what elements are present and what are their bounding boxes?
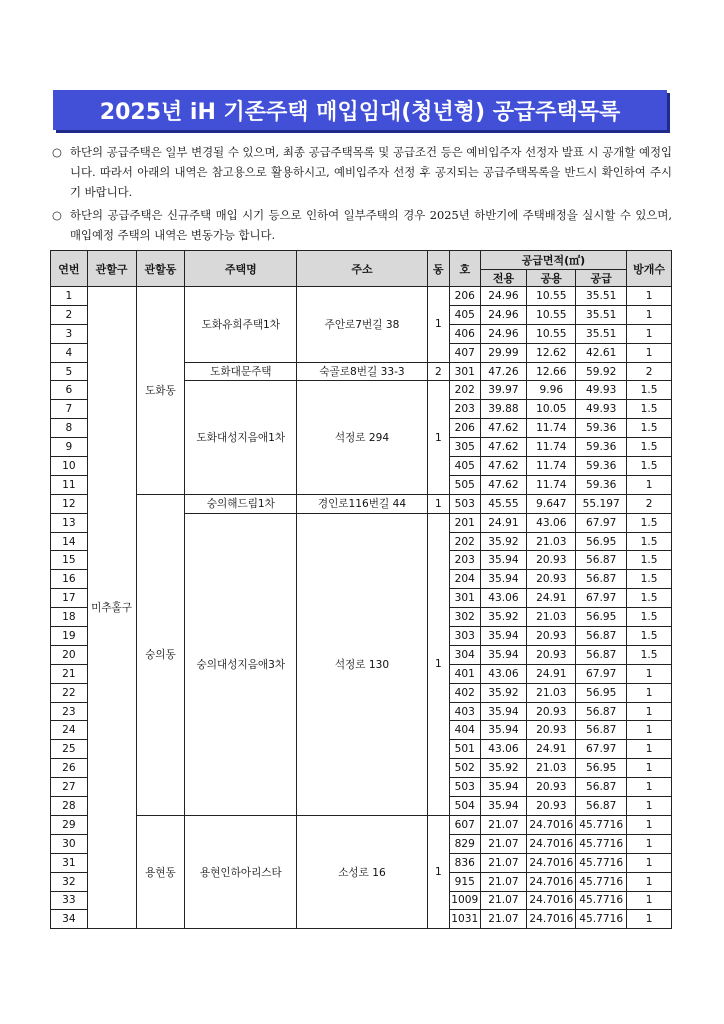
district-cell: 미추홀구 xyxy=(87,287,136,929)
rooms-cell: 1 xyxy=(627,702,672,721)
row-number: 15 xyxy=(51,551,88,570)
row-number: 22 xyxy=(51,683,88,702)
exclusive-area-cell: 35.94 xyxy=(480,721,527,740)
supply-area-cell: 56.87 xyxy=(576,551,627,570)
address-cell: 소성로 16 xyxy=(297,815,427,928)
building-cell: 1 xyxy=(427,287,449,363)
exclusive-area-cell: 35.94 xyxy=(480,551,527,570)
rooms-cell: 1 xyxy=(627,853,672,872)
house-name-cell: 도화유희주택1차 xyxy=(185,287,297,363)
unit-cell: 407 xyxy=(450,343,481,362)
exclusive-area-cell: 24.96 xyxy=(480,287,527,306)
header-dong-office: 관할동 xyxy=(136,251,185,287)
exclusive-area-cell: 24.96 xyxy=(480,324,527,343)
common-area-cell: 10.55 xyxy=(527,287,576,306)
supply-area-cell: 67.97 xyxy=(576,664,627,683)
row-number: 9 xyxy=(51,438,88,457)
rooms-cell: 1.5 xyxy=(627,627,672,646)
row-number: 20 xyxy=(51,645,88,664)
common-area-cell: 20.93 xyxy=(527,721,576,740)
unit-cell: 302 xyxy=(450,608,481,627)
exclusive-area-cell: 29.99 xyxy=(480,343,527,362)
rooms-cell: 1 xyxy=(627,815,672,834)
rooms-cell: 1.5 xyxy=(627,645,672,664)
header-district: 관할구 xyxy=(87,251,136,287)
building-cell: 1 xyxy=(427,381,449,494)
supply-area-cell: 59.36 xyxy=(576,457,627,476)
header-supply-area: 공급면적(㎡) xyxy=(480,251,627,270)
exclusive-area-cell: 21.07 xyxy=(480,872,527,891)
unit-cell: 607 xyxy=(450,815,481,834)
exclusive-area-cell: 21.07 xyxy=(480,834,527,853)
unit-cell: 204 xyxy=(450,570,481,589)
exclusive-area-cell: 24.91 xyxy=(480,513,527,532)
dong-office-cell: 용현동 xyxy=(136,815,185,928)
unit-cell: 206 xyxy=(450,419,481,438)
exclusive-area-cell: 39.88 xyxy=(480,400,527,419)
rooms-cell: 1 xyxy=(627,891,672,910)
page-title: 2025년 iH 기존주택 매입임대(청년형) 공급주택목록 xyxy=(99,99,621,125)
row-number: 27 xyxy=(51,778,88,797)
building-cell: 1 xyxy=(427,494,449,513)
unit-cell: 403 xyxy=(450,702,481,721)
supply-area-cell: 56.87 xyxy=(576,570,627,589)
row-number: 5 xyxy=(51,362,88,381)
exclusive-area-cell: 47.62 xyxy=(480,438,527,457)
rooms-cell: 1 xyxy=(627,872,672,891)
supply-area-cell: 35.51 xyxy=(576,324,627,343)
unit-cell: 305 xyxy=(450,438,481,457)
header-building: 동 xyxy=(427,251,449,287)
supply-area-cell: 56.95 xyxy=(576,759,627,778)
row-number: 13 xyxy=(51,513,88,532)
exclusive-area-cell: 43.06 xyxy=(480,740,527,759)
notice-item xyxy=(52,142,672,202)
exclusive-area-cell: 45.55 xyxy=(480,494,527,513)
table-body xyxy=(51,287,672,929)
rooms-cell: 1.5 xyxy=(627,551,672,570)
row-number: 11 xyxy=(51,475,88,494)
rooms-cell: 1 xyxy=(627,664,672,683)
common-area-cell: 20.93 xyxy=(527,702,576,721)
common-area-cell: 24.7016 xyxy=(527,872,576,891)
common-area-cell: 20.93 xyxy=(527,551,576,570)
row-number: 7 xyxy=(51,400,88,419)
rooms-cell: 1 xyxy=(627,287,672,306)
exclusive-area-cell: 47.26 xyxy=(480,362,527,381)
rooms-cell: 1 xyxy=(627,740,672,759)
rooms-cell: 1 xyxy=(627,834,672,853)
common-area-cell: 10.05 xyxy=(527,400,576,419)
unit-cell: 501 xyxy=(450,740,481,759)
common-area-cell: 10.55 xyxy=(527,305,576,324)
exclusive-area-cell: 43.06 xyxy=(480,589,527,608)
row-number: 30 xyxy=(51,834,88,853)
supply-area-cell: 56.87 xyxy=(576,702,627,721)
exclusive-area-cell: 35.94 xyxy=(480,778,527,797)
row-number: 21 xyxy=(51,664,88,683)
rooms-cell: 1.5 xyxy=(627,532,672,551)
row-number: 12 xyxy=(51,494,88,513)
rooms-cell: 2 xyxy=(627,494,672,513)
address-cell: 석정로 294 xyxy=(297,381,427,494)
row-number: 28 xyxy=(51,797,88,816)
row-number: 10 xyxy=(51,457,88,476)
common-area-cell: 21.03 xyxy=(527,683,576,702)
supply-area-cell: 45.7716 xyxy=(576,834,627,853)
house-name-cell: 숭의해드림1차 xyxy=(185,494,297,513)
table-row xyxy=(51,815,672,834)
unit-cell: 405 xyxy=(450,457,481,476)
supply-area-cell: 67.97 xyxy=(576,513,627,532)
common-area-cell: 12.62 xyxy=(527,343,576,362)
unit-cell: 401 xyxy=(450,664,481,683)
unit-cell: 303 xyxy=(450,627,481,646)
unit-cell: 301 xyxy=(450,362,481,381)
rooms-cell: 1.5 xyxy=(627,570,672,589)
exclusive-area-cell: 47.62 xyxy=(480,419,527,438)
rooms-cell: 1.5 xyxy=(627,589,672,608)
address-cell: 숙골로8번길 33-3 xyxy=(297,362,427,381)
common-area-cell: 9.96 xyxy=(527,381,576,400)
address-cell: 경인로116번길 44 xyxy=(297,494,427,513)
row-number: 16 xyxy=(51,570,88,589)
common-area-cell: 21.03 xyxy=(527,759,576,778)
unit-cell: 836 xyxy=(450,853,481,872)
rooms-cell: 1.5 xyxy=(627,381,672,400)
row-number: 6 xyxy=(51,381,88,400)
supply-area-cell: 42.61 xyxy=(576,343,627,362)
unit-cell: 202 xyxy=(450,532,481,551)
rooms-cell: 1 xyxy=(627,324,672,343)
exclusive-area-cell: 21.07 xyxy=(480,853,527,872)
supply-area-cell: 49.93 xyxy=(576,381,627,400)
supply-area-cell: 45.7716 xyxy=(576,815,627,834)
common-area-cell: 20.93 xyxy=(527,645,576,664)
rooms-cell: 1.5 xyxy=(627,400,672,419)
exclusive-area-cell: 35.94 xyxy=(480,797,527,816)
unit-cell: 402 xyxy=(450,683,481,702)
supply-area-cell: 59.36 xyxy=(576,475,627,494)
building-cell: 1 xyxy=(427,513,449,815)
row-number: 8 xyxy=(51,419,88,438)
unit-cell: 915 xyxy=(450,872,481,891)
row-number: 17 xyxy=(51,589,88,608)
unit-cell: 1031 xyxy=(450,910,481,929)
circle-bullet-icon: ○ xyxy=(52,145,62,159)
row-number: 29 xyxy=(51,815,88,834)
unit-cell: 503 xyxy=(450,778,481,797)
supply-area-cell: 56.95 xyxy=(576,608,627,627)
row-number: 33 xyxy=(51,891,88,910)
exclusive-area-cell: 39.97 xyxy=(480,381,527,400)
header-house-name: 주택명 xyxy=(185,251,297,287)
supply-area-cell: 55.197 xyxy=(576,494,627,513)
unit-cell: 404 xyxy=(450,721,481,740)
rooms-cell: 1 xyxy=(627,343,672,362)
header-exclusive-area: 전용 xyxy=(480,270,527,287)
house-name-cell: 도화대문주택 xyxy=(185,362,297,381)
notice-list xyxy=(52,142,672,248)
supply-area-cell: 35.51 xyxy=(576,287,627,306)
supply-area-cell: 49.93 xyxy=(576,400,627,419)
unit-cell: 503 xyxy=(450,494,481,513)
rooms-cell: 1.5 xyxy=(627,608,672,627)
supply-area-cell: 45.7716 xyxy=(576,853,627,872)
notice-item xyxy=(52,205,672,245)
address-cell: 석정로 130 xyxy=(297,513,427,815)
row-number: 19 xyxy=(51,627,88,646)
rooms-cell: 1 xyxy=(627,721,672,740)
rooms-cell: 1 xyxy=(627,305,672,324)
unit-cell: 206 xyxy=(450,287,481,306)
supply-area-cell: 56.87 xyxy=(576,627,627,646)
housing-list-table xyxy=(50,250,672,929)
row-number: 18 xyxy=(51,608,88,627)
supply-area-cell: 59.36 xyxy=(576,419,627,438)
common-area-cell: 20.93 xyxy=(527,797,576,816)
rooms-cell: 1 xyxy=(627,910,672,929)
supply-area-cell: 59.36 xyxy=(576,438,627,457)
rooms-cell: 1.5 xyxy=(627,513,672,532)
common-area-cell: 11.74 xyxy=(527,457,576,476)
rooms-cell: 1.5 xyxy=(627,419,672,438)
supply-area-cell: 67.97 xyxy=(576,589,627,608)
row-number: 25 xyxy=(51,740,88,759)
unit-cell: 203 xyxy=(450,400,481,419)
exclusive-area-cell: 35.94 xyxy=(480,570,527,589)
exclusive-area-cell: 35.94 xyxy=(480,645,527,664)
common-area-cell: 20.93 xyxy=(527,570,576,589)
house-name-cell: 숭의대성지음애3차 xyxy=(185,513,297,815)
exclusive-area-cell: 21.07 xyxy=(480,910,527,929)
unit-cell: 502 xyxy=(450,759,481,778)
exclusive-area-cell: 21.07 xyxy=(480,891,527,910)
header-supply-total: 공급 xyxy=(576,270,627,287)
exclusive-area-cell: 35.92 xyxy=(480,759,527,778)
house-name-cell: 도화대성지음애1차 xyxy=(185,381,297,494)
table-row xyxy=(51,494,672,513)
table-row xyxy=(51,287,672,306)
table-header-row xyxy=(51,251,672,270)
supply-area-cell: 59.92 xyxy=(576,362,627,381)
common-area-cell: 11.74 xyxy=(527,475,576,494)
common-area-cell: 10.55 xyxy=(527,324,576,343)
unit-cell: 1009 xyxy=(450,891,481,910)
common-area-cell: 9.647 xyxy=(527,494,576,513)
exclusive-area-cell: 47.62 xyxy=(480,457,527,476)
unit-cell: 504 xyxy=(450,797,481,816)
exclusive-area-cell: 24.96 xyxy=(480,305,527,324)
row-number: 26 xyxy=(51,759,88,778)
unit-cell: 201 xyxy=(450,513,481,532)
title-banner xyxy=(53,90,667,130)
notice-text: 하단의 공급주택은 일부 변경될 수 있으며, 최종 공급주택목록 및 공급조건 등은 예비입주자 선정자 발표 시 공개할 예정입니다. 따라서 아래의 내역은 참고용으로 활용하시고, 예비입주자 선정 후 공지되는 공급주택목록을 반드시 확인하여 주시기 바랍니다. xyxy=(70,145,672,199)
exclusive-area-cell: 43.06 xyxy=(480,664,527,683)
rooms-cell: 1.5 xyxy=(627,438,672,457)
row-number: 3 xyxy=(51,324,88,343)
unit-cell: 829 xyxy=(450,834,481,853)
supply-area-cell: 56.87 xyxy=(576,797,627,816)
exclusive-area-cell: 35.92 xyxy=(480,532,527,551)
house-name-cell: 용현인하아리스타 xyxy=(185,815,297,928)
row-number: 32 xyxy=(51,872,88,891)
rooms-cell: 1 xyxy=(627,759,672,778)
header-address: 주소 xyxy=(297,251,427,287)
unit-cell: 301 xyxy=(450,589,481,608)
row-number: 23 xyxy=(51,702,88,721)
rooms-cell: 1 xyxy=(627,683,672,702)
rooms-cell: 1 xyxy=(627,797,672,816)
rooms-cell: 1.5 xyxy=(627,457,672,476)
exclusive-area-cell: 35.92 xyxy=(480,683,527,702)
header-no: 연번 xyxy=(51,251,88,287)
supply-area-cell: 56.95 xyxy=(576,683,627,702)
row-number: 2 xyxy=(51,305,88,324)
header-common-area: 공용 xyxy=(527,270,576,287)
row-number: 1 xyxy=(51,287,88,306)
dong-office-cell: 도화동 xyxy=(136,287,185,495)
rooms-cell: 1 xyxy=(627,475,672,494)
common-area-cell: 21.03 xyxy=(527,532,576,551)
common-area-cell: 24.91 xyxy=(527,740,576,759)
header-rooms: 방개수 xyxy=(627,251,672,287)
common-area-cell: 24.7016 xyxy=(527,853,576,872)
row-number: 14 xyxy=(51,532,88,551)
address-cell: 주안로7번길 38 xyxy=(297,287,427,363)
building-cell: 1 xyxy=(427,815,449,928)
common-area-cell: 20.93 xyxy=(527,778,576,797)
supply-area-cell: 45.7716 xyxy=(576,872,627,891)
exclusive-area-cell: 35.92 xyxy=(480,608,527,627)
supply-area-cell: 67.97 xyxy=(576,740,627,759)
supply-area-cell: 56.87 xyxy=(576,645,627,664)
exclusive-area-cell: 35.94 xyxy=(480,702,527,721)
exclusive-area-cell: 35.94 xyxy=(480,627,527,646)
common-area-cell: 21.03 xyxy=(527,608,576,627)
unit-cell: 505 xyxy=(450,475,481,494)
common-area-cell: 12.66 xyxy=(527,362,576,381)
common-area-cell: 24.91 xyxy=(527,589,576,608)
supply-area-cell: 45.7716 xyxy=(576,891,627,910)
rooms-cell: 2 xyxy=(627,362,672,381)
supply-area-cell: 56.95 xyxy=(576,532,627,551)
unit-cell: 406 xyxy=(450,324,481,343)
unit-cell: 203 xyxy=(450,551,481,570)
row-number: 24 xyxy=(51,721,88,740)
common-area-cell: 11.74 xyxy=(527,419,576,438)
rooms-cell: 1 xyxy=(627,778,672,797)
common-area-cell: 24.7016 xyxy=(527,910,576,929)
exclusive-area-cell: 21.07 xyxy=(480,815,527,834)
header-unit: 호 xyxy=(450,251,481,287)
building-cell: 2 xyxy=(427,362,449,381)
supply-area-cell: 35.51 xyxy=(576,305,627,324)
notice-text: 하단의 공급주택은 신규주택 매입 시기 등으로 인하여 일부주택의 경우 2025년 하반기에 주택배정을 실시할 수 있으며, 매입예정 주택의 내역은 변동가능 합니다. xyxy=(70,208,672,242)
unit-cell: 405 xyxy=(450,305,481,324)
common-area-cell: 20.93 xyxy=(527,627,576,646)
circle-bullet-icon: ○ xyxy=(52,208,62,222)
supply-area-cell: 56.87 xyxy=(576,778,627,797)
unit-cell: 304 xyxy=(450,645,481,664)
row-number: 31 xyxy=(51,853,88,872)
row-number: 4 xyxy=(51,343,88,362)
common-area-cell: 24.91 xyxy=(527,664,576,683)
common-area-cell: 11.74 xyxy=(527,438,576,457)
common-area-cell: 24.7016 xyxy=(527,815,576,834)
row-number: 34 xyxy=(51,910,88,929)
common-area-cell: 24.7016 xyxy=(527,891,576,910)
dong-office-cell: 숭의동 xyxy=(136,494,185,815)
common-area-cell: 43.06 xyxy=(527,513,576,532)
supply-area-cell: 45.7716 xyxy=(576,910,627,929)
exclusive-area-cell: 47.62 xyxy=(480,475,527,494)
unit-cell: 202 xyxy=(450,381,481,400)
common-area-cell: 24.7016 xyxy=(527,834,576,853)
supply-area-cell: 56.87 xyxy=(576,721,627,740)
